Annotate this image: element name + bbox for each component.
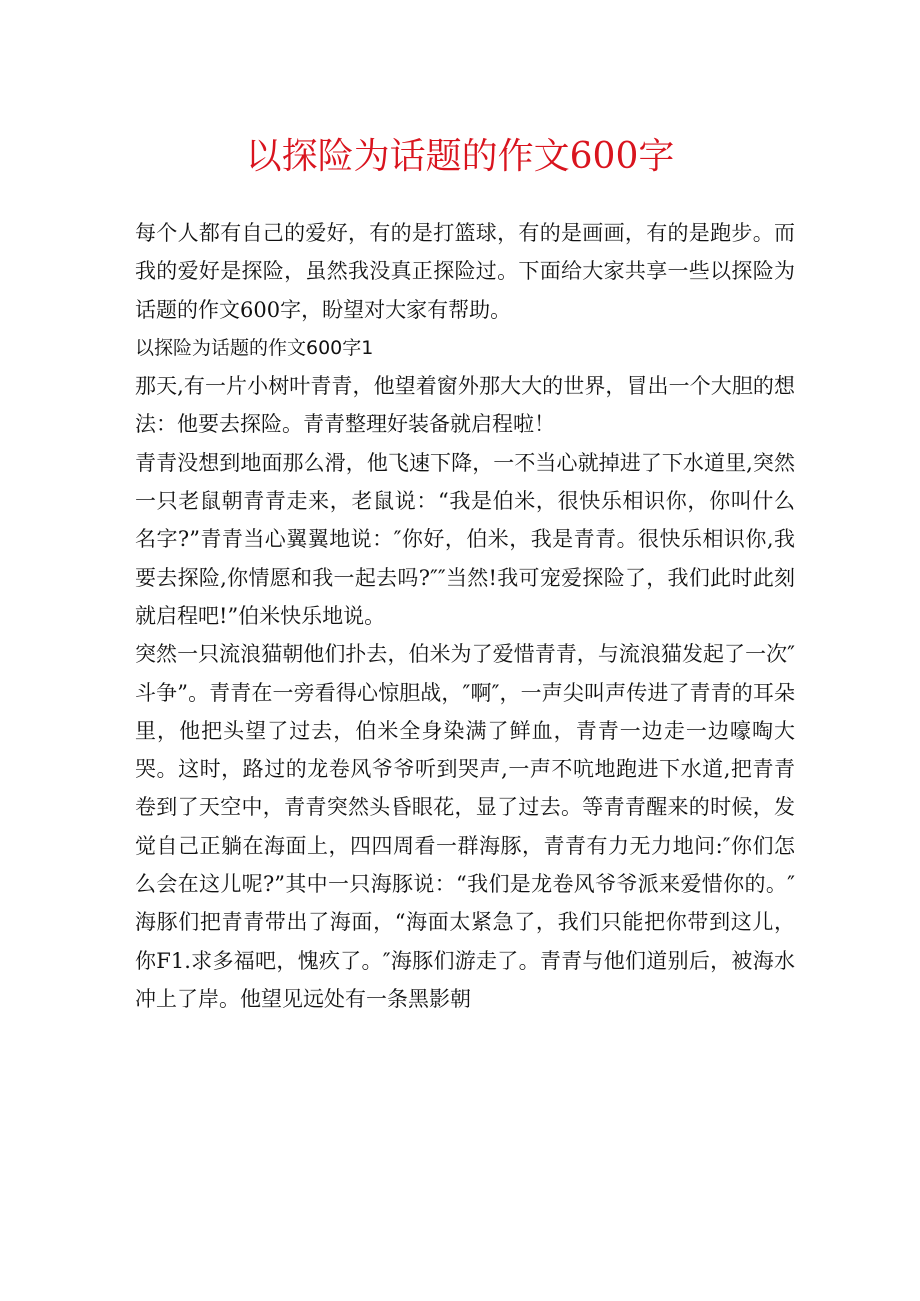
document-title: 以探险为话题的作文600字 bbox=[245, 136, 675, 177]
paragraph: 突然一只流浪猫朝他们扑去，伯米为了爱惜青青，与流浪猫发起了一次″斗争”。青青在一旁看得心惊胆战，″啊″，一声尖叫声传进了青青的耳朵里，他把头望了过去，伯米全身染满了鲜血，青青一边走一边嚎啕大哭。这时，路过的龙卷风爷爷听到哭声,一声不吭地跑进下水道,把青青卷到了天空中，青青突然头昏眼花，显了过去。等青青醒来的时候，发觉自己正躺在海面上，四四周看一群海豚，青青有力无力地问:″你们怎么会在这儿呢?”其中一只海豚说：“我们是龙卷风爷爷派来爱惜你的。″海豚们把青青带出了海面，“海面太紧急了，我们只能把你带到这儿，你F1.求多福吧，愧疚了。″海豚们游走了。青青与他们道别后，被海水冲上了岸。他望见远处有一条黑影朝 bbox=[135, 642, 795, 1011]
paragraph: 那天,有一片小树叶青青，他望着窗外那大大的世界，冒出一个大胆的想法：他要去探险。青青整理好装备就启程啦！ bbox=[135, 374, 795, 437]
paragraph: 青青没想到地面那么滑，他飞速下降，一不当心就掉进了下水道里,突然一只老鼠朝青青走来，老鼠说：“我是伯米，很快乐相识你，你叫什么名字?”青青当心翼翼地说：″你好，伯米，我是青青。很快乐相识你,我要去探险,你情愿和我一起去吗?″″当然!我可宠爱探险了，我们此时此刻就启程吧!”伯米快乐地说。 bbox=[135, 450, 795, 628]
section-heading: 以探险为话题的作文600字1 bbox=[135, 336, 374, 359]
paragraph-intro: 每个人都有自己的爱好，有的是打篮球，有的是画画，有的是跑步。而我的爱好是探险，虽然我没真正探险过。下面给大家共享一些以探险为话题的作文600字，盼望对大家有帮助。 bbox=[135, 221, 795, 322]
document-body bbox=[135, 214, 795, 1018]
